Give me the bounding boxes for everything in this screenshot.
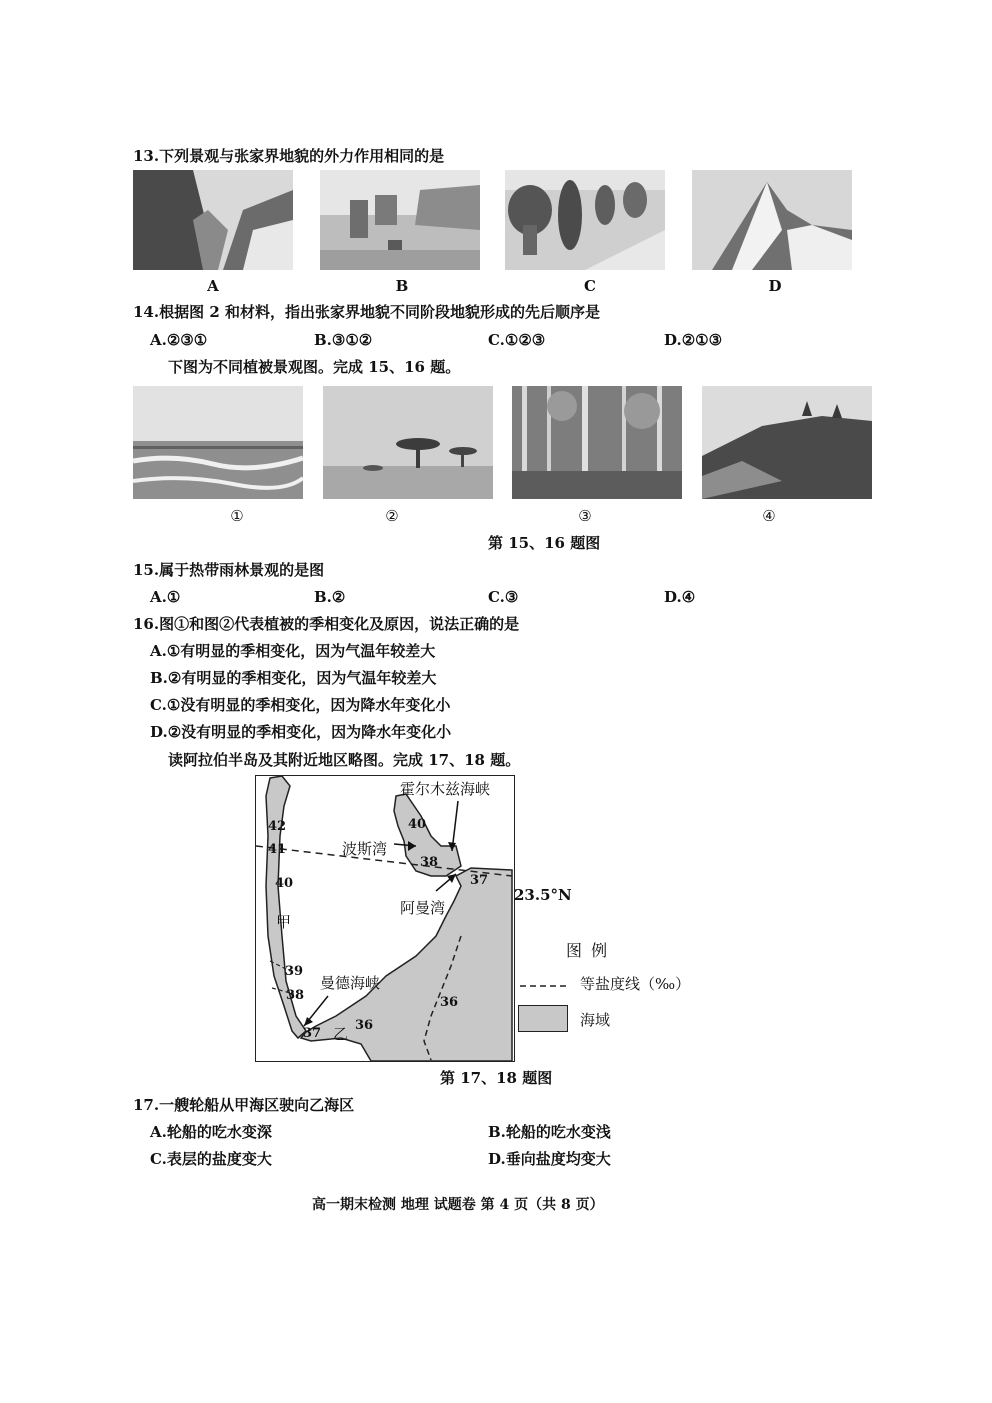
label-jia: 甲 — [276, 913, 292, 931]
label-hormuz: 霍尔木兹海峡 — [400, 780, 491, 798]
photo-savanna — [323, 386, 493, 499]
page-footer: 高一期末检测 地理 试题卷 第 4 页（共 8 页） — [312, 1197, 604, 1213]
isohaline-label-39: 39 — [285, 964, 304, 979]
q16-option-a: A.①有明显的季相变化，因为气温年较差大 — [150, 642, 436, 660]
q13-stem: 13.下列景观与张家界地貌的外力作用相同的是 — [133, 147, 445, 165]
q14-option-c: C.①②③ — [488, 331, 546, 349]
isohaline-label-38-gulf: 38 — [420, 855, 439, 870]
q17-option-a: A.轮船的吃水变深 — [150, 1123, 272, 1141]
q14-option-a: A.②③① — [150, 331, 208, 349]
isohaline-label-40: 40 — [275, 876, 294, 891]
photo-tundra-plain — [133, 386, 303, 499]
isohaline-label-36-aden: 36 — [355, 1018, 374, 1033]
latitude-label: 23.5°N — [514, 886, 572, 904]
intro-15-16: 下图为不同植被景观图。完成 15、16 题。 — [168, 358, 461, 376]
q17-option-d: D.垂向盐度均变大 — [488, 1150, 611, 1168]
q13-label-d: D — [768, 277, 782, 295]
q15-stem: 15.属于热带雨林景观的是图 — [133, 561, 325, 579]
q16-option-b: B.②有明显的季相变化，因为气温年较差大 — [150, 669, 437, 687]
isohaline-label-36-sea: 36 — [440, 995, 459, 1010]
q17-stem: 17.一艘轮船从甲海区驶向乙海区 — [133, 1096, 355, 1114]
label-oman-gulf: 阿曼湾 — [400, 899, 446, 917]
legend-isohaline-label: 等盐度线（‰） — [580, 975, 691, 993]
photo-snow-peak — [692, 170, 852, 270]
photo-rainforest — [512, 386, 682, 499]
isohaline-label-37-oman: 37 — [470, 873, 489, 888]
legend-sea-label: 海域 — [580, 1011, 611, 1029]
isohaline-label-38: 38 — [286, 988, 305, 1003]
legend-sea-swatch — [518, 1005, 568, 1032]
q16-stem: 16.图①和图②代表植被的季相变化及原因，说法正确的是 — [133, 615, 520, 633]
legend-dash-symbol — [520, 982, 568, 990]
q16-option-c: C.①没有明显的季相变化，因为降水年变化小 — [150, 696, 451, 714]
label-persian-gulf: 波斯湾 — [342, 840, 388, 858]
legend-title: 图 例 — [566, 941, 610, 960]
arabian-peninsula-map — [255, 775, 515, 1062]
photo-sea-stacks — [320, 170, 480, 270]
q16-option-d: D.②没有明显的季相变化，因为降水年变化小 — [150, 723, 452, 741]
intro-17-18: 读阿拉伯半岛及其附近地区略图。完成 17、18 题。 — [168, 751, 521, 769]
veg-label-4: ④ — [762, 507, 776, 525]
q13-label-c: C — [584, 277, 596, 295]
q15-option-b: B.② — [314, 588, 346, 606]
map-caption: 第 17、18 题图 — [440, 1069, 553, 1087]
isohaline-label-41: 41 — [268, 842, 287, 857]
q15-option-a: A.① — [150, 588, 181, 606]
q13-label-b: B — [395, 277, 409, 295]
photo-conifer-forest — [702, 386, 872, 499]
isohaline-label-40-gulf: 40 — [408, 817, 427, 832]
veg-label-1: ① — [230, 507, 244, 525]
q17-option-c: C.表层的盐度变大 — [150, 1150, 272, 1168]
veg-label-2: ② — [385, 507, 399, 525]
label-mandeb: 曼德海峡 — [320, 974, 381, 992]
q14-option-d: D.②①③ — [664, 331, 723, 349]
veg-label-3: ③ — [578, 507, 592, 525]
q14-option-b: B.③①② — [314, 331, 373, 349]
isohaline-label-37: 37 — [303, 1026, 322, 1041]
photo-desert-rocks — [505, 170, 665, 270]
photo-valley — [133, 170, 293, 270]
label-yi: 乙 — [333, 1025, 349, 1043]
q14-stem: 14.根据图 2 和材料，指出张家界地貌不同阶段地貌形成的先后顺序是 — [133, 303, 600, 321]
q15-option-d: D.④ — [664, 588, 696, 606]
q15-option-c: C.③ — [488, 588, 519, 606]
q17-option-b: B.轮船的吃水变浅 — [488, 1123, 611, 1141]
fig-15-16-caption: 第 15、16 题图 — [488, 534, 601, 552]
q13-label-a: A — [207, 277, 219, 295]
isohaline-label-42: 42 — [268, 819, 287, 834]
